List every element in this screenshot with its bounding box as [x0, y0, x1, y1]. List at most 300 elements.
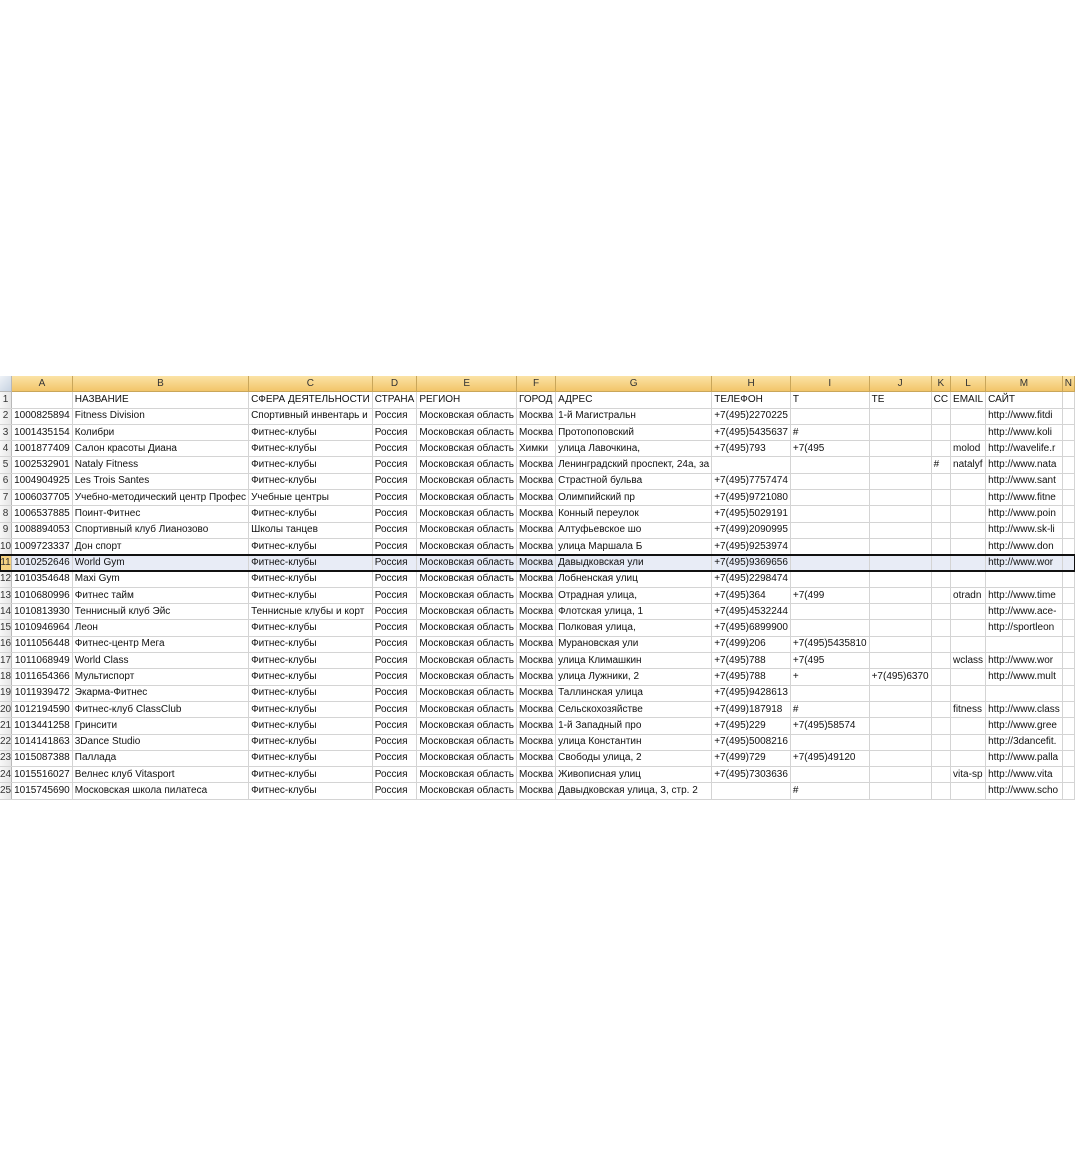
cell-h13[interactable]: +7(495)364: [712, 587, 791, 603]
cell-e5[interactable]: Московская область: [417, 457, 517, 473]
cell-m12[interactable]: [986, 571, 1063, 587]
cell-i17[interactable]: +7(495: [790, 653, 869, 669]
cell-j6[interactable]: [869, 473, 931, 489]
cell-b4[interactable]: Салон красоты Диана: [72, 441, 248, 457]
cell-e25[interactable]: Московская область: [417, 783, 517, 799]
cell-a10[interactable]: 1009723337: [12, 538, 73, 554]
cell-c6[interactable]: Фитнес-клубы: [249, 473, 373, 489]
cell-g11[interactable]: Давыдковская ули: [556, 555, 712, 571]
cell-b19[interactable]: Экарма-Фитнес: [72, 685, 248, 701]
cell-g8[interactable]: Конный переулок: [556, 506, 712, 522]
cell-h18[interactable]: +7(495)788: [712, 669, 791, 685]
cell-k6[interactable]: [931, 473, 950, 489]
cell-d19[interactable]: Россия: [372, 685, 417, 701]
cell-m1[interactable]: САЙТ: [986, 392, 1063, 408]
cell-a9[interactable]: 1008894053: [12, 522, 73, 538]
cell-f24[interactable]: Москва: [516, 767, 555, 783]
row-header[interactable]: 8: [0, 506, 12, 522]
cell-d2[interactable]: Россия: [372, 408, 417, 424]
column-header-n[interactable]: N: [1062, 376, 1074, 392]
cell-l18[interactable]: [951, 669, 986, 685]
cell-d4[interactable]: Россия: [372, 441, 417, 457]
cell-b14[interactable]: Теннисный клуб Эйс: [72, 604, 248, 620]
cell-g3[interactable]: Протопоповский: [556, 424, 712, 440]
cell-a7[interactable]: 1006037705: [12, 490, 73, 506]
cell-m24[interactable]: http://www.vita: [986, 767, 1063, 783]
cell-j21[interactable]: [869, 718, 931, 734]
cell-a2[interactable]: 1000825894: [12, 408, 73, 424]
cell-a21[interactable]: 1013441258: [12, 718, 73, 734]
cell-l17[interactable]: wclass: [951, 653, 986, 669]
column-header-g[interactable]: G: [556, 376, 712, 392]
row-header[interactable]: 23: [0, 750, 12, 766]
cell-l2[interactable]: [951, 408, 986, 424]
column-header-j[interactable]: J: [869, 376, 931, 392]
cell-b1[interactable]: НАЗВАНИЕ: [72, 392, 248, 408]
cell-c10[interactable]: Фитнес-клубы: [249, 538, 373, 554]
cell-a8[interactable]: 1006537885: [12, 506, 73, 522]
cell-m22[interactable]: http://3dancefit.: [986, 734, 1063, 750]
column-header-k[interactable]: K: [931, 376, 950, 392]
cell-d21[interactable]: Россия: [372, 718, 417, 734]
cell-h3[interactable]: +7(495)5435637: [712, 424, 791, 440]
cell-j4[interactable]: [869, 441, 931, 457]
cell-l22[interactable]: [951, 734, 986, 750]
cell-j2[interactable]: [869, 408, 931, 424]
column-header-h[interactable]: H: [712, 376, 791, 392]
cell-n25[interactable]: [1062, 783, 1074, 799]
cell-k18[interactable]: [931, 669, 950, 685]
cell-g13[interactable]: Отрадная улица,: [556, 587, 712, 603]
cell-k19[interactable]: [931, 685, 950, 701]
cell-c11[interactable]: Фитнес-клубы: [249, 555, 373, 571]
cell-h21[interactable]: +7(495)229: [712, 718, 791, 734]
cell-j9[interactable]: [869, 522, 931, 538]
row-header[interactable]: 25: [0, 783, 12, 799]
cell-e2[interactable]: Московская область: [417, 408, 517, 424]
cell-n13[interactable]: [1062, 587, 1074, 603]
cell-c1[interactable]: СФЕРА ДЕЯТЕЛЬНОСТИ: [249, 392, 373, 408]
cell-n11[interactable]: [1062, 555, 1074, 571]
cell-m20[interactable]: http://www.class: [986, 701, 1063, 717]
cell-d22[interactable]: Россия: [372, 734, 417, 750]
cell-i5[interactable]: [790, 457, 869, 473]
cell-a13[interactable]: 1010680996: [12, 587, 73, 603]
cell-c23[interactable]: Фитнес-клубы: [249, 750, 373, 766]
cell-k22[interactable]: [931, 734, 950, 750]
cell-i20[interactable]: #: [790, 701, 869, 717]
cell-k14[interactable]: [931, 604, 950, 620]
cell-a24[interactable]: 1015516027: [12, 767, 73, 783]
cell-k4[interactable]: [931, 441, 950, 457]
cell-c9[interactable]: Школы танцев: [249, 522, 373, 538]
cell-c17[interactable]: Фитнес-клубы: [249, 653, 373, 669]
cell-j22[interactable]: [869, 734, 931, 750]
column-header-b[interactable]: B: [72, 376, 248, 392]
cell-m16[interactable]: [986, 636, 1063, 652]
cell-c2[interactable]: Спортивный инвентарь и: [249, 408, 373, 424]
cell-f3[interactable]: Москва: [516, 424, 555, 440]
cell-h14[interactable]: +7(495)4532244: [712, 604, 791, 620]
cell-h6[interactable]: +7(495)7757474: [712, 473, 791, 489]
cell-i21[interactable]: +7(495)58574: [790, 718, 869, 734]
cell-l8[interactable]: [951, 506, 986, 522]
column-header-e[interactable]: E: [417, 376, 517, 392]
cell-k3[interactable]: [931, 424, 950, 440]
cell-f6[interactable]: Москва: [516, 473, 555, 489]
cell-h2[interactable]: +7(495)2270225: [712, 408, 791, 424]
cell-a25[interactable]: 1015745690: [12, 783, 73, 799]
cell-e12[interactable]: Московская область: [417, 571, 517, 587]
cell-a17[interactable]: 1011068949: [12, 653, 73, 669]
cell-j20[interactable]: [869, 701, 931, 717]
cell-k16[interactable]: [931, 636, 950, 652]
cell-e10[interactable]: Московская область: [417, 538, 517, 554]
cell-b13[interactable]: Фитнес тайм: [72, 587, 248, 603]
cell-f2[interactable]: Москва: [516, 408, 555, 424]
cell-f16[interactable]: Москва: [516, 636, 555, 652]
cell-m6[interactable]: http://www.sant: [986, 473, 1063, 489]
cell-d25[interactable]: Россия: [372, 783, 417, 799]
cell-d3[interactable]: Россия: [372, 424, 417, 440]
cell-b17[interactable]: World Class: [72, 653, 248, 669]
cell-b12[interactable]: Maxi Gym: [72, 571, 248, 587]
cell-n16[interactable]: [1062, 636, 1074, 652]
cell-c7[interactable]: Учебные центры: [249, 490, 373, 506]
cell-l3[interactable]: [951, 424, 986, 440]
cell-i24[interactable]: [790, 767, 869, 783]
column-header-i[interactable]: I: [790, 376, 869, 392]
cell-f8[interactable]: Москва: [516, 506, 555, 522]
cell-g14[interactable]: Флотская улица, 1: [556, 604, 712, 620]
cell-d6[interactable]: Россия: [372, 473, 417, 489]
row-header[interactable]: 18: [0, 669, 12, 685]
cell-b18[interactable]: Мультиспорт: [72, 669, 248, 685]
cell-e20[interactable]: Московская область: [417, 701, 517, 717]
cell-j24[interactable]: [869, 767, 931, 783]
cell-e14[interactable]: Московская область: [417, 604, 517, 620]
cell-h7[interactable]: +7(495)9721080: [712, 490, 791, 506]
cell-k25[interactable]: [931, 783, 950, 799]
cell-k5[interactable]: #: [931, 457, 950, 473]
cell-f22[interactable]: Москва: [516, 734, 555, 750]
cell-j8[interactable]: [869, 506, 931, 522]
cell-m7[interactable]: http://www.fitne: [986, 490, 1063, 506]
cell-g1[interactable]: АДРЕС: [556, 392, 712, 408]
cell-m21[interactable]: http://www.gree: [986, 718, 1063, 734]
cell-e21[interactable]: Московская область: [417, 718, 517, 734]
cell-j18[interactable]: +7(495)6370: [869, 669, 931, 685]
cell-m14[interactable]: http://www.ace-: [986, 604, 1063, 620]
cell-b23[interactable]: Паллада: [72, 750, 248, 766]
cell-f7[interactable]: Москва: [516, 490, 555, 506]
cell-i25[interactable]: #: [790, 783, 869, 799]
cell-e4[interactable]: Московская область: [417, 441, 517, 457]
cell-h19[interactable]: +7(495)9428613: [712, 685, 791, 701]
cell-c4[interactable]: Фитнес-клубы: [249, 441, 373, 457]
cell-l21[interactable]: [951, 718, 986, 734]
cell-m15[interactable]: http://sportleon: [986, 620, 1063, 636]
cell-l7[interactable]: [951, 490, 986, 506]
cell-k24[interactable]: [931, 767, 950, 783]
cell-h4[interactable]: +7(495)793: [712, 441, 791, 457]
cell-h5[interactable]: [712, 457, 791, 473]
cell-a14[interactable]: 1010813930: [12, 604, 73, 620]
cell-e9[interactable]: Московская область: [417, 522, 517, 538]
cell-i8[interactable]: [790, 506, 869, 522]
cell-a1[interactable]: [12, 392, 73, 408]
cell-g17[interactable]: улица Климашкин: [556, 653, 712, 669]
cell-b3[interactable]: Колибри: [72, 424, 248, 440]
cell-n23[interactable]: [1062, 750, 1074, 766]
cell-m19[interactable]: [986, 685, 1063, 701]
cell-g23[interactable]: Свободы улица, 2: [556, 750, 712, 766]
column-header-l[interactable]: L: [951, 376, 986, 392]
cell-e1[interactable]: РЕГИОН: [417, 392, 517, 408]
cell-g15[interactable]: Полковая улица,: [556, 620, 712, 636]
cell-b8[interactable]: Поинт-Фитнес: [72, 506, 248, 522]
cell-b7[interactable]: Учебно-методический центр Профес: [72, 490, 248, 506]
cell-k9[interactable]: [931, 522, 950, 538]
cell-b25[interactable]: Московская школа пилатеса: [72, 783, 248, 799]
cell-g16[interactable]: Мурановская ули: [556, 636, 712, 652]
cell-k10[interactable]: [931, 538, 950, 554]
cell-d1[interactable]: СТРАНА: [372, 392, 417, 408]
cell-n12[interactable]: [1062, 571, 1074, 587]
cell-n18[interactable]: [1062, 669, 1074, 685]
cell-h11[interactable]: +7(495)9369656: [712, 555, 791, 571]
column-header-d[interactable]: D: [372, 376, 417, 392]
cell-l24[interactable]: vita-sp: [951, 767, 986, 783]
column-header-c[interactable]: C: [249, 376, 373, 392]
cell-h10[interactable]: +7(495)9253974: [712, 538, 791, 554]
cell-k8[interactable]: [931, 506, 950, 522]
column-header-f[interactable]: F: [516, 376, 555, 392]
cell-j5[interactable]: [869, 457, 931, 473]
cell-d10[interactable]: Россия: [372, 538, 417, 554]
cell-b10[interactable]: Дон спорт: [72, 538, 248, 554]
cell-f9[interactable]: Москва: [516, 522, 555, 538]
cell-n20[interactable]: [1062, 701, 1074, 717]
cell-j7[interactable]: [869, 490, 931, 506]
cell-a4[interactable]: 1001877409: [12, 441, 73, 457]
cell-a12[interactable]: 1010354648: [12, 571, 73, 587]
cell-c12[interactable]: Фитнес-клубы: [249, 571, 373, 587]
cell-c3[interactable]: Фитнес-клубы: [249, 424, 373, 440]
cell-j23[interactable]: [869, 750, 931, 766]
row-header[interactable]: 3: [0, 424, 12, 440]
cell-m2[interactable]: http://www.fitdi: [986, 408, 1063, 424]
cell-h25[interactable]: [712, 783, 791, 799]
cell-f11[interactable]: Москва: [516, 555, 555, 571]
cell-n22[interactable]: [1062, 734, 1074, 750]
column-header-m[interactable]: M: [986, 376, 1063, 392]
cell-f10[interactable]: Москва: [516, 538, 555, 554]
cell-d13[interactable]: Россия: [372, 587, 417, 603]
cell-d15[interactable]: Россия: [372, 620, 417, 636]
cell-c19[interactable]: Фитнес-клубы: [249, 685, 373, 701]
cell-h1[interactable]: ТЕЛЕФОН: [712, 392, 791, 408]
cell-n2[interactable]: [1062, 408, 1074, 424]
cell-b20[interactable]: Фитнес-клуб ClassClub: [72, 701, 248, 717]
cell-h20[interactable]: +7(499)187918: [712, 701, 791, 717]
cell-h16[interactable]: +7(499)206: [712, 636, 791, 652]
cell-j3[interactable]: [869, 424, 931, 440]
cell-l9[interactable]: [951, 522, 986, 538]
cell-a5[interactable]: 1002532901: [12, 457, 73, 473]
cell-f15[interactable]: Москва: [516, 620, 555, 636]
cell-m17[interactable]: http://www.wor: [986, 653, 1063, 669]
cell-h15[interactable]: +7(495)6899900: [712, 620, 791, 636]
cell-k15[interactable]: [931, 620, 950, 636]
cell-l16[interactable]: [951, 636, 986, 652]
cell-c22[interactable]: Фитнес-клубы: [249, 734, 373, 750]
row-header[interactable]: 10: [0, 538, 12, 554]
cell-n24[interactable]: [1062, 767, 1074, 783]
cell-m5[interactable]: http://www.nata: [986, 457, 1063, 473]
cell-i3[interactable]: #: [790, 424, 869, 440]
cell-m8[interactable]: http://www.poin: [986, 506, 1063, 522]
cell-d5[interactable]: Россия: [372, 457, 417, 473]
cell-l25[interactable]: [951, 783, 986, 799]
cell-b11[interactable]: World Gym: [72, 555, 248, 571]
cell-e23[interactable]: Московская область: [417, 750, 517, 766]
cell-c25[interactable]: Фитнес-клубы: [249, 783, 373, 799]
cell-h8[interactable]: +7(495)5029191: [712, 506, 791, 522]
cell-k1[interactable]: CC: [931, 392, 950, 408]
cell-l10[interactable]: [951, 538, 986, 554]
cell-e19[interactable]: Московская область: [417, 685, 517, 701]
cell-i19[interactable]: [790, 685, 869, 701]
cell-a19[interactable]: 1011939472: [12, 685, 73, 701]
cell-d17[interactable]: Россия: [372, 653, 417, 669]
row-header[interactable]: 6: [0, 473, 12, 489]
cell-f25[interactable]: Москва: [516, 783, 555, 799]
cell-c13[interactable]: Фитнес-клубы: [249, 587, 373, 603]
cell-g9[interactable]: Алтуфьевское шо: [556, 522, 712, 538]
row-header[interactable]: 21: [0, 718, 12, 734]
cell-d18[interactable]: Россия: [372, 669, 417, 685]
cell-m4[interactable]: http://wavelife.r: [986, 441, 1063, 457]
cell-d14[interactable]: Россия: [372, 604, 417, 620]
cell-n8[interactable]: [1062, 506, 1074, 522]
cell-k17[interactable]: [931, 653, 950, 669]
cell-g21[interactable]: 1-й Западный про: [556, 718, 712, 734]
cell-g7[interactable]: Олимпийский пр: [556, 490, 712, 506]
row-header[interactable]: 7: [0, 490, 12, 506]
cell-j17[interactable]: [869, 653, 931, 669]
cell-l4[interactable]: molod: [951, 441, 986, 457]
cell-g2[interactable]: 1-й Магистральн: [556, 408, 712, 424]
cell-c14[interactable]: Теннисные клубы и корт: [249, 604, 373, 620]
cell-d8[interactable]: Россия: [372, 506, 417, 522]
cell-i15[interactable]: [790, 620, 869, 636]
cell-n21[interactable]: [1062, 718, 1074, 734]
cell-l12[interactable]: [951, 571, 986, 587]
row-header[interactable]: 22: [0, 734, 12, 750]
cell-i6[interactable]: [790, 473, 869, 489]
cell-g19[interactable]: Таллинская улица: [556, 685, 712, 701]
cell-n4[interactable]: [1062, 441, 1074, 457]
cell-a22[interactable]: 1014141863: [12, 734, 73, 750]
cell-n5[interactable]: [1062, 457, 1074, 473]
cell-f5[interactable]: Москва: [516, 457, 555, 473]
cell-d7[interactable]: Россия: [372, 490, 417, 506]
cell-l6[interactable]: [951, 473, 986, 489]
row-header[interactable]: 13: [0, 587, 12, 603]
cell-c18[interactable]: Фитнес-клубы: [249, 669, 373, 685]
cell-b15[interactable]: Леон: [72, 620, 248, 636]
row-header[interactable]: 11: [0, 555, 12, 571]
cell-n3[interactable]: [1062, 424, 1074, 440]
cell-e7[interactable]: Московская область: [417, 490, 517, 506]
cell-c20[interactable]: Фитнес-клубы: [249, 701, 373, 717]
cell-d9[interactable]: Россия: [372, 522, 417, 538]
cell-e15[interactable]: Московская область: [417, 620, 517, 636]
cell-l20[interactable]: fitness: [951, 701, 986, 717]
cell-k12[interactable]: [931, 571, 950, 587]
cell-i1[interactable]: Т: [790, 392, 869, 408]
cell-b16[interactable]: Фитнес-центр Мега: [72, 636, 248, 652]
cell-j11[interactable]: [869, 555, 931, 571]
cell-k7[interactable]: [931, 490, 950, 506]
cell-f21[interactable]: Москва: [516, 718, 555, 734]
cell-e18[interactable]: Московская область: [417, 669, 517, 685]
cell-j15[interactable]: [869, 620, 931, 636]
cell-f14[interactable]: Москва: [516, 604, 555, 620]
cell-n1[interactable]: [1062, 392, 1074, 408]
column-header-a[interactable]: A: [12, 376, 73, 392]
cell-c8[interactable]: Фитнес-клубы: [249, 506, 373, 522]
cell-i13[interactable]: +7(499: [790, 587, 869, 603]
cell-a23[interactable]: 1015087388: [12, 750, 73, 766]
cell-b9[interactable]: Спортивный клуб Лианозово: [72, 522, 248, 538]
cell-d23[interactable]: Россия: [372, 750, 417, 766]
cell-g25[interactable]: Давыдковская улица, 3, стр. 2: [556, 783, 712, 799]
cell-m13[interactable]: http://www.time: [986, 587, 1063, 603]
cell-d24[interactable]: Россия: [372, 767, 417, 783]
cell-m23[interactable]: http://www.palla: [986, 750, 1063, 766]
cell-f20[interactable]: Москва: [516, 701, 555, 717]
cell-f23[interactable]: Москва: [516, 750, 555, 766]
cell-i18[interactable]: +: [790, 669, 869, 685]
select-all-corner[interactable]: [0, 376, 12, 392]
cell-i16[interactable]: +7(495)5435810: [790, 636, 869, 652]
cell-g12[interactable]: Лобненская улиц: [556, 571, 712, 587]
cell-i9[interactable]: [790, 522, 869, 538]
cell-b2[interactable]: Fitness Division: [72, 408, 248, 424]
cell-h12[interactable]: +7(495)2298474: [712, 571, 791, 587]
cell-a3[interactable]: 1001435154: [12, 424, 73, 440]
cell-h17[interactable]: +7(495)788: [712, 653, 791, 669]
cell-j19[interactable]: [869, 685, 931, 701]
cell-c5[interactable]: Фитнес-клубы: [249, 457, 373, 473]
cell-e16[interactable]: Московская область: [417, 636, 517, 652]
cell-m9[interactable]: http://www.sk-li: [986, 522, 1063, 538]
cell-f18[interactable]: Москва: [516, 669, 555, 685]
cell-j10[interactable]: [869, 538, 931, 554]
cell-f12[interactable]: Москва: [516, 571, 555, 587]
cell-m10[interactable]: http://www.don: [986, 538, 1063, 554]
cell-n6[interactable]: [1062, 473, 1074, 489]
spreadsheet-grid[interactable]: [0, 376, 1072, 797]
cell-k2[interactable]: [931, 408, 950, 424]
row-header[interactable]: 14: [0, 604, 12, 620]
cell-i2[interactable]: [790, 408, 869, 424]
cell-i11[interactable]: [790, 555, 869, 571]
cell-e3[interactable]: Московская область: [417, 424, 517, 440]
cell-k11[interactable]: [931, 555, 950, 571]
